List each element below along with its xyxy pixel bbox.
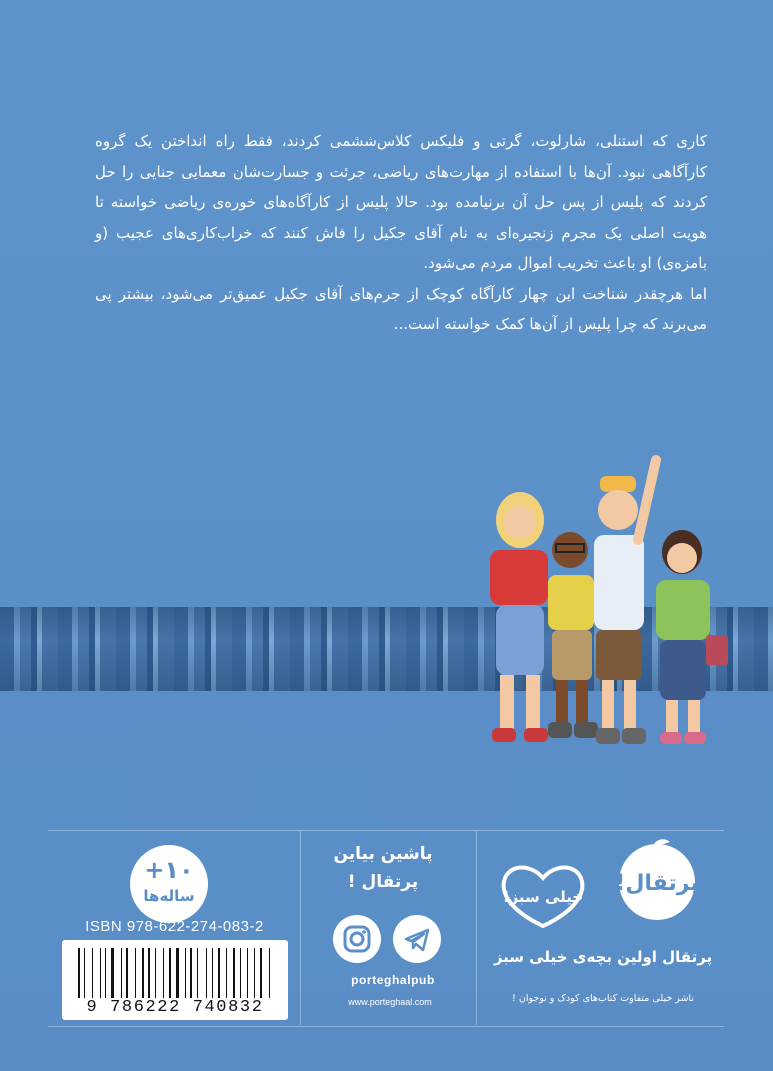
barcode-bar [190,948,192,998]
barcode-bar [121,948,122,998]
barcode-bar [228,948,231,998]
barcode-bar [109,948,110,998]
age-number: +۱۰ [144,856,194,884]
barcode-bar [78,948,80,998]
barcode-bar [249,948,252,998]
barcode-bar [138,948,139,998]
age-badge [130,845,208,923]
barcode-bar [81,948,82,998]
barcode-digits: 9 786222 740832 [86,998,264,1017]
barcode-bar [271,948,272,998]
panel-divider-left [300,830,301,1025]
barcode-bars [78,948,274,998]
barcode-bar [153,948,154,998]
barcode-bar [165,948,167,998]
barcode-bar [185,948,186,998]
barcode [62,940,288,1020]
barcode-bar [254,948,255,998]
barcode-bar [176,948,179,998]
barcode-bar [135,948,136,998]
barcode-bar [95,948,97,998]
kheili-sabz-logo [493,860,593,930]
barcode-bar [242,948,244,998]
barcode-bar [105,948,106,998]
barcode-bar [116,948,118,998]
social-handle[interactable]: porteghalpub [351,973,435,987]
barcode-bar [142,948,144,998]
barcode-bar [102,948,103,998]
barcode-bar [111,948,114,998]
barcode-bar [206,948,207,998]
barcode-bar [260,948,262,998]
barcode-bar [226,948,227,998]
website-link[interactable]: www.porteghaal.com [348,997,432,1007]
panel-divider-right [476,830,477,1025]
barcode-bar [195,948,197,998]
barcode-bar [216,948,217,998]
barcode-bar [187,948,188,998]
barcode-bar [181,948,182,998]
instagram-icon[interactable] [333,915,381,963]
telegram-icon[interactable] [393,915,441,963]
porteghal-logo [614,836,700,922]
barcode-bar [174,948,175,998]
follow-us-text: پاشین بیاین پرتقال ! [333,844,433,892]
barcode-bar [163,948,164,998]
barcode-bar [131,948,134,998]
four-kids-illustration [470,440,730,760]
age-label: ساله‌ها [143,887,195,905]
barcode-bar [197,948,198,998]
barcode-bar [158,948,160,998]
barcode-bar [247,948,248,998]
barcode-bar [238,948,239,998]
logo-text: پرتقال! [615,871,699,896]
isbn-label: ISBN 978-622-274-083-2 [85,918,264,935]
barcode-bar [88,948,91,998]
barcode-bar [169,948,171,998]
blurb-paragraph-2: اما هرچقدر شناخت این چهار کارآگاه کوچک از جرم‌های آقای جکیل عمیق‌تر می‌شود، بیشتر پی می‌برند که چرا پلیس از آن‌ها کمک خواسته است... [95,284,707,333]
barcode-bar [100,948,102,998]
barcode-bar [155,948,156,998]
barcode-bar [269,948,270,998]
barcode-bar [145,948,146,998]
barcode-bar [218,948,220,998]
barcode-bar [240,948,241,998]
barcode-bar [258,948,259,998]
blurb-paragraph-1: کاری که استنلی، شارلوت، گرتی و فلیکس کلاس‌ششمی کردند، فقط راه انداختن یک گروه کارآگاهی نبود. آن‌ها با استفاده از مهارت‌های ریاضی، جرئت و جسارت‌شان معمایی جنایی را حل کردند که پلیس از پس حل آن برنیامده بود. حالا پلیس از کارآگاه‌های خوره‌ی ریاضی خواسته تا هویت اصلی یک مجرم زنجیره‌ای به نام آقای جکیل را فاش کنند که خراب‌کاری‌های عجیب (و بامزه‌ی) او باعث تخریب اموال مردم می‌شود. [95,132,707,272]
barcode-bar [222,948,223,998]
imprint-text: خیلی سبز! [502,888,584,906]
barcode-bar [126,948,128,998]
barcode-bar [92,948,93,998]
barcode-bar [212,948,213,998]
barcode-bar [208,948,210,998]
barcode-bar [84,948,85,998]
publisher-description: ناشر خیلی متفاوت کتاب‌های کودک و نوجوان ! [512,993,694,1004]
barcode-bar [200,948,203,998]
barcode-bar [123,948,124,998]
barcode-bar [148,948,151,998]
back-cover-blurb [95,126,707,340]
barcode-bar [264,948,266,998]
barcode-bar [233,948,235,998]
publisher-tagline: پرتقال اولین بچه‌ی خیلی سبز [493,948,713,966]
